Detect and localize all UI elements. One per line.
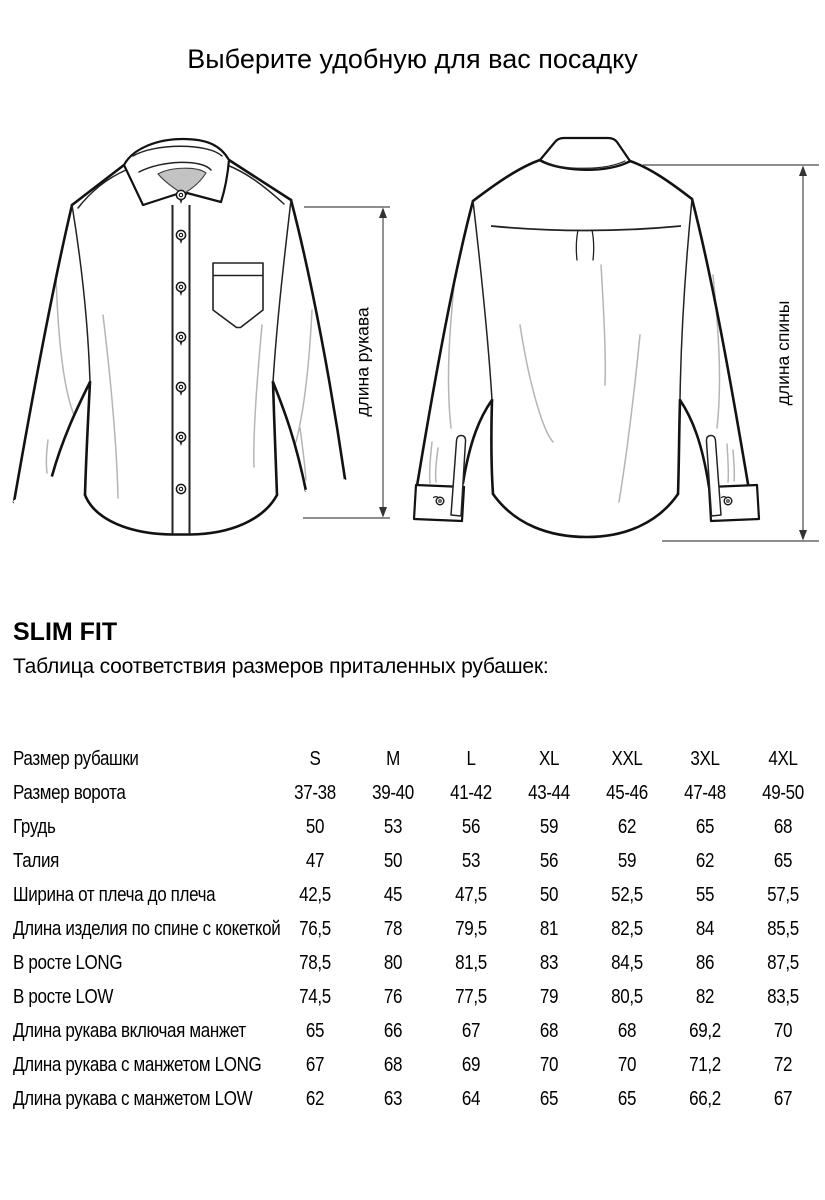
size-table — [13, 741, 822, 1115]
size-value: 62 — [617, 814, 637, 838]
size-value: 59 — [539, 814, 559, 838]
table-row — [13, 809, 822, 843]
size-value: 70 — [539, 1052, 559, 1076]
size-value: 79 — [539, 984, 559, 1008]
size-value: 39-40 — [372, 780, 414, 804]
table-row — [13, 877, 822, 911]
size-value: 64 — [461, 1086, 481, 1110]
size-value: 63 — [383, 1086, 403, 1110]
row-label: Грудь — [13, 814, 56, 838]
size-value: 77,5 — [455, 984, 487, 1008]
shirt-back-drawing — [414, 138, 759, 537]
size-value: 85,5 — [767, 916, 799, 940]
row-label: Ширина от плеча до плеча — [13, 882, 216, 906]
size-value: 83,5 — [767, 984, 799, 1008]
size-value: 70 — [617, 1052, 637, 1076]
size-column-header: XL — [538, 746, 560, 770]
table-row — [13, 911, 822, 945]
row-label: В росте LONG — [13, 950, 123, 974]
size-value: 86 — [695, 950, 715, 974]
size-value: 56 — [461, 814, 481, 838]
row-label: Размер ворота — [13, 780, 126, 804]
size-value: 47-48 — [684, 780, 726, 804]
size-value: 41-42 — [450, 780, 492, 804]
size-value: 45-46 — [606, 780, 648, 804]
size-value: 68 — [773, 814, 793, 838]
size-value: 49-50 — [762, 780, 804, 804]
size-value: 84 — [695, 916, 715, 940]
size-value: 69,2 — [689, 1018, 721, 1042]
size-value: 71,2 — [689, 1052, 721, 1076]
back-length-label: длина спины — [773, 300, 793, 406]
size-value: 66 — [383, 1018, 403, 1042]
size-value: 84,5 — [611, 950, 643, 974]
fit-heading: SLIM FIT — [13, 618, 118, 646]
size-value: 78,5 — [299, 950, 331, 974]
size-value: 65 — [695, 814, 715, 838]
row-label: Талия — [13, 848, 59, 872]
table-caption: Таблица соответствия размеров приталенных рубашек: — [13, 655, 549, 678]
size-value: 37-38 — [294, 780, 336, 804]
size-value: 42,5 — [299, 882, 331, 906]
size-value: 82,5 — [611, 916, 643, 940]
sleeve-length-label: длина рукава — [352, 307, 373, 417]
size-value: 57,5 — [767, 882, 799, 906]
size-value: 65 — [773, 848, 793, 872]
size-value: 65 — [539, 1086, 559, 1110]
size-value: 68 — [539, 1018, 559, 1042]
button — [176, 484, 185, 493]
size-value: 53 — [461, 848, 481, 872]
size-value: 59 — [617, 848, 637, 872]
size-value: 45 — [383, 882, 403, 906]
size-value: 81,5 — [455, 950, 487, 974]
table-row — [13, 843, 822, 877]
size-value: 72 — [773, 1052, 793, 1076]
size-value: 43-44 — [528, 780, 570, 804]
size-value: 79,5 — [455, 916, 487, 940]
size-value: 65 — [617, 1086, 637, 1110]
size-value: 67 — [773, 1086, 793, 1110]
table-row — [13, 1081, 822, 1115]
size-value: 76,5 — [299, 916, 331, 940]
size-value: 80 — [383, 950, 403, 974]
size-value: 66,2 — [689, 1086, 721, 1110]
size-value: 70 — [773, 1018, 793, 1042]
size-value: 80,5 — [611, 984, 643, 1008]
size-value: 87,5 — [767, 950, 799, 974]
size-value: 68 — [617, 1018, 637, 1042]
table-row — [13, 775, 822, 809]
size-column-header: L — [466, 746, 476, 770]
table-row — [13, 979, 822, 1013]
size-value: 52,5 — [611, 882, 643, 906]
size-value: 81 — [539, 916, 559, 940]
size-column-header: 3XL — [690, 746, 720, 770]
row-label: Длина рукава с манжетом LONG — [13, 1052, 262, 1076]
size-value: 53 — [383, 814, 403, 838]
table-row — [13, 1013, 822, 1047]
size-value: 62 — [695, 848, 715, 872]
shirt-diagram — [0, 110, 825, 580]
row-label: Длина рукава включая манжет — [13, 1018, 246, 1042]
size-value: 56 — [539, 848, 559, 872]
size-value: 82 — [695, 984, 715, 1008]
size-column-header: S — [309, 746, 321, 770]
size-value: 74,5 — [299, 984, 331, 1008]
row-label: В росте LOW — [13, 984, 114, 1008]
size-value: 50 — [539, 882, 559, 906]
size-value: 76 — [383, 984, 403, 1008]
size-value: 47,5 — [455, 882, 487, 906]
size-value: 62 — [305, 1086, 325, 1110]
shirt-front-drawing — [13, 139, 352, 535]
table-row — [13, 1047, 822, 1081]
size-value: 50 — [383, 848, 403, 872]
size-column-header: M — [386, 746, 400, 770]
table-row — [13, 945, 822, 979]
size-column-header: XXL — [611, 746, 643, 770]
back-collar — [540, 138, 630, 170]
size-value: 67 — [461, 1018, 481, 1042]
row-label: Длина рукава с манжетом LOW — [13, 1086, 253, 1110]
size-value: 78 — [383, 916, 403, 940]
table-header-label: Размер рубашки — [13, 746, 139, 770]
table-header-row — [13, 741, 822, 775]
row-label: Длина изделия по спине с кокеткой — [13, 916, 281, 940]
page-title: Выберите удобную для вас посадку — [187, 44, 638, 74]
size-value: 55 — [695, 882, 715, 906]
size-value: 68 — [383, 1052, 403, 1076]
size-value: 47 — [305, 848, 325, 872]
size-value: 67 — [305, 1052, 325, 1076]
size-value: 65 — [305, 1018, 325, 1042]
size-column-header: 4XL — [768, 746, 798, 770]
size-value: 50 — [305, 814, 325, 838]
size-value: 83 — [539, 950, 559, 974]
size-value: 69 — [461, 1052, 481, 1076]
